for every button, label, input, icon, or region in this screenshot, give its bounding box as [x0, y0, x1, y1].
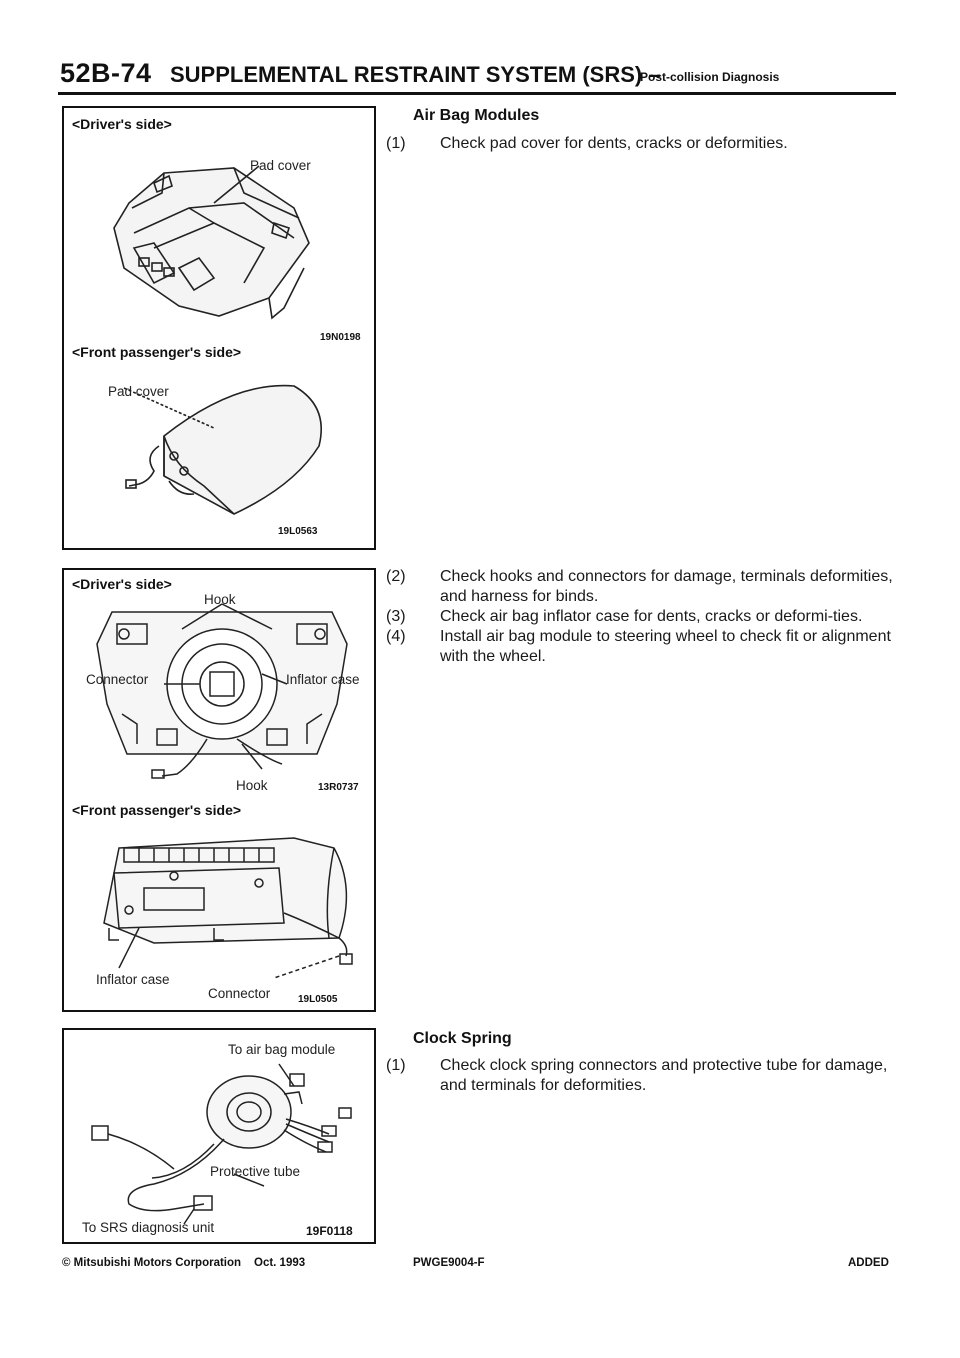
- figure-code: 19L0505: [298, 994, 338, 1005]
- driver-module-rear-illustration: [82, 604, 362, 790]
- step-number: (1): [386, 135, 406, 152]
- clock-spring-heading: Clock Spring: [413, 1030, 512, 1047]
- step-number: (3): [386, 608, 406, 625]
- figure-code: 19F0118: [306, 1224, 353, 1238]
- clock-spring-illustration: [74, 1064, 364, 1214]
- page-code: 52B-74: [60, 58, 152, 88]
- figure-hooks-connectors: [62, 568, 376, 1012]
- step-number: (2): [386, 568, 406, 585]
- step-number: (1): [386, 1057, 406, 1074]
- air-bag-modules-heading: Air Bag Modules: [413, 107, 540, 124]
- drivers-side-label: <Driver's side>: [72, 116, 172, 132]
- pad-cover-callout: Pad cover: [108, 384, 169, 399]
- air-bag-step-3: [386, 607, 899, 627]
- passenger-pad-cover-illustration: [124, 376, 324, 526]
- drivers-side-label: <Driver's side>: [72, 576, 172, 592]
- footer-copyright: © Mitsubishi Motors Corporation: [62, 1257, 242, 1269]
- step-number: (4): [386, 628, 406, 645]
- figure-code: 13R0737: [318, 782, 359, 793]
- figure-clock-spring: [62, 1028, 376, 1244]
- page-title: SUPPLEMENTAL RESTRAINT SYSTEM (SRS) –: [170, 62, 661, 87]
- figure-code: 19L0563: [278, 526, 318, 537]
- inflator-case-callout: Inflator case: [286, 672, 360, 687]
- hook-callout: Hook: [204, 592, 236, 607]
- air-bag-steps-2-4: [386, 567, 899, 667]
- pad-cover-callout: Pad cover: [250, 158, 311, 173]
- air-bag-step-4: [386, 627, 899, 667]
- connector-callout: Connector: [86, 672, 149, 687]
- to-srs-unit-callout: To SRS diagnosis unit: [82, 1220, 215, 1235]
- driver-pad-cover-illustration: [94, 148, 354, 328]
- step-text: Install air bag module to steering wheel to check fit or alignment with the wheel.: [440, 628, 891, 665]
- air-bag-step-2: [386, 567, 899, 607]
- page-subtitle: Post-collision Diagnosis: [640, 70, 780, 84]
- footer-document-code: PWGE9004-F: [413, 1257, 485, 1269]
- protective-tube-callout: Protective tube: [210, 1164, 301, 1179]
- inflator-case-callout: Inflator case: [96, 972, 170, 987]
- step-text: Check clock spring connectors and protective tube for damage, and terminals for deformities.: [440, 1057, 888, 1094]
- connector-callout: Connector: [208, 986, 271, 1001]
- passenger-module-illustration: [94, 828, 364, 978]
- front-passenger-label: <Front passenger's side>: [72, 802, 242, 818]
- step-text: Check air bag inflator case for dents, cracks or deformi-ties.: [440, 608, 863, 625]
- to-air-bag-module-callout: To air bag module: [228, 1042, 336, 1057]
- footer-date: Oct. 1993: [254, 1257, 306, 1269]
- front-passenger-label: <Front passenger's side>: [72, 344, 242, 360]
- figure-code: 19N0198: [320, 332, 361, 343]
- clock-spring-step-1: [386, 1056, 899, 1096]
- footer-status: ADDED: [848, 1257, 889, 1269]
- header-rule: [58, 92, 896, 95]
- hook-callout: Hook: [236, 778, 268, 793]
- figure-pad-covers: [62, 106, 376, 550]
- step-text: Check hooks and connectors for damage, terminals deformities, and harness for binds.: [440, 568, 893, 605]
- step-text: Check pad cover for dents, cracks or deformities.: [440, 135, 788, 152]
- air-bag-step-1: [386, 134, 899, 154]
